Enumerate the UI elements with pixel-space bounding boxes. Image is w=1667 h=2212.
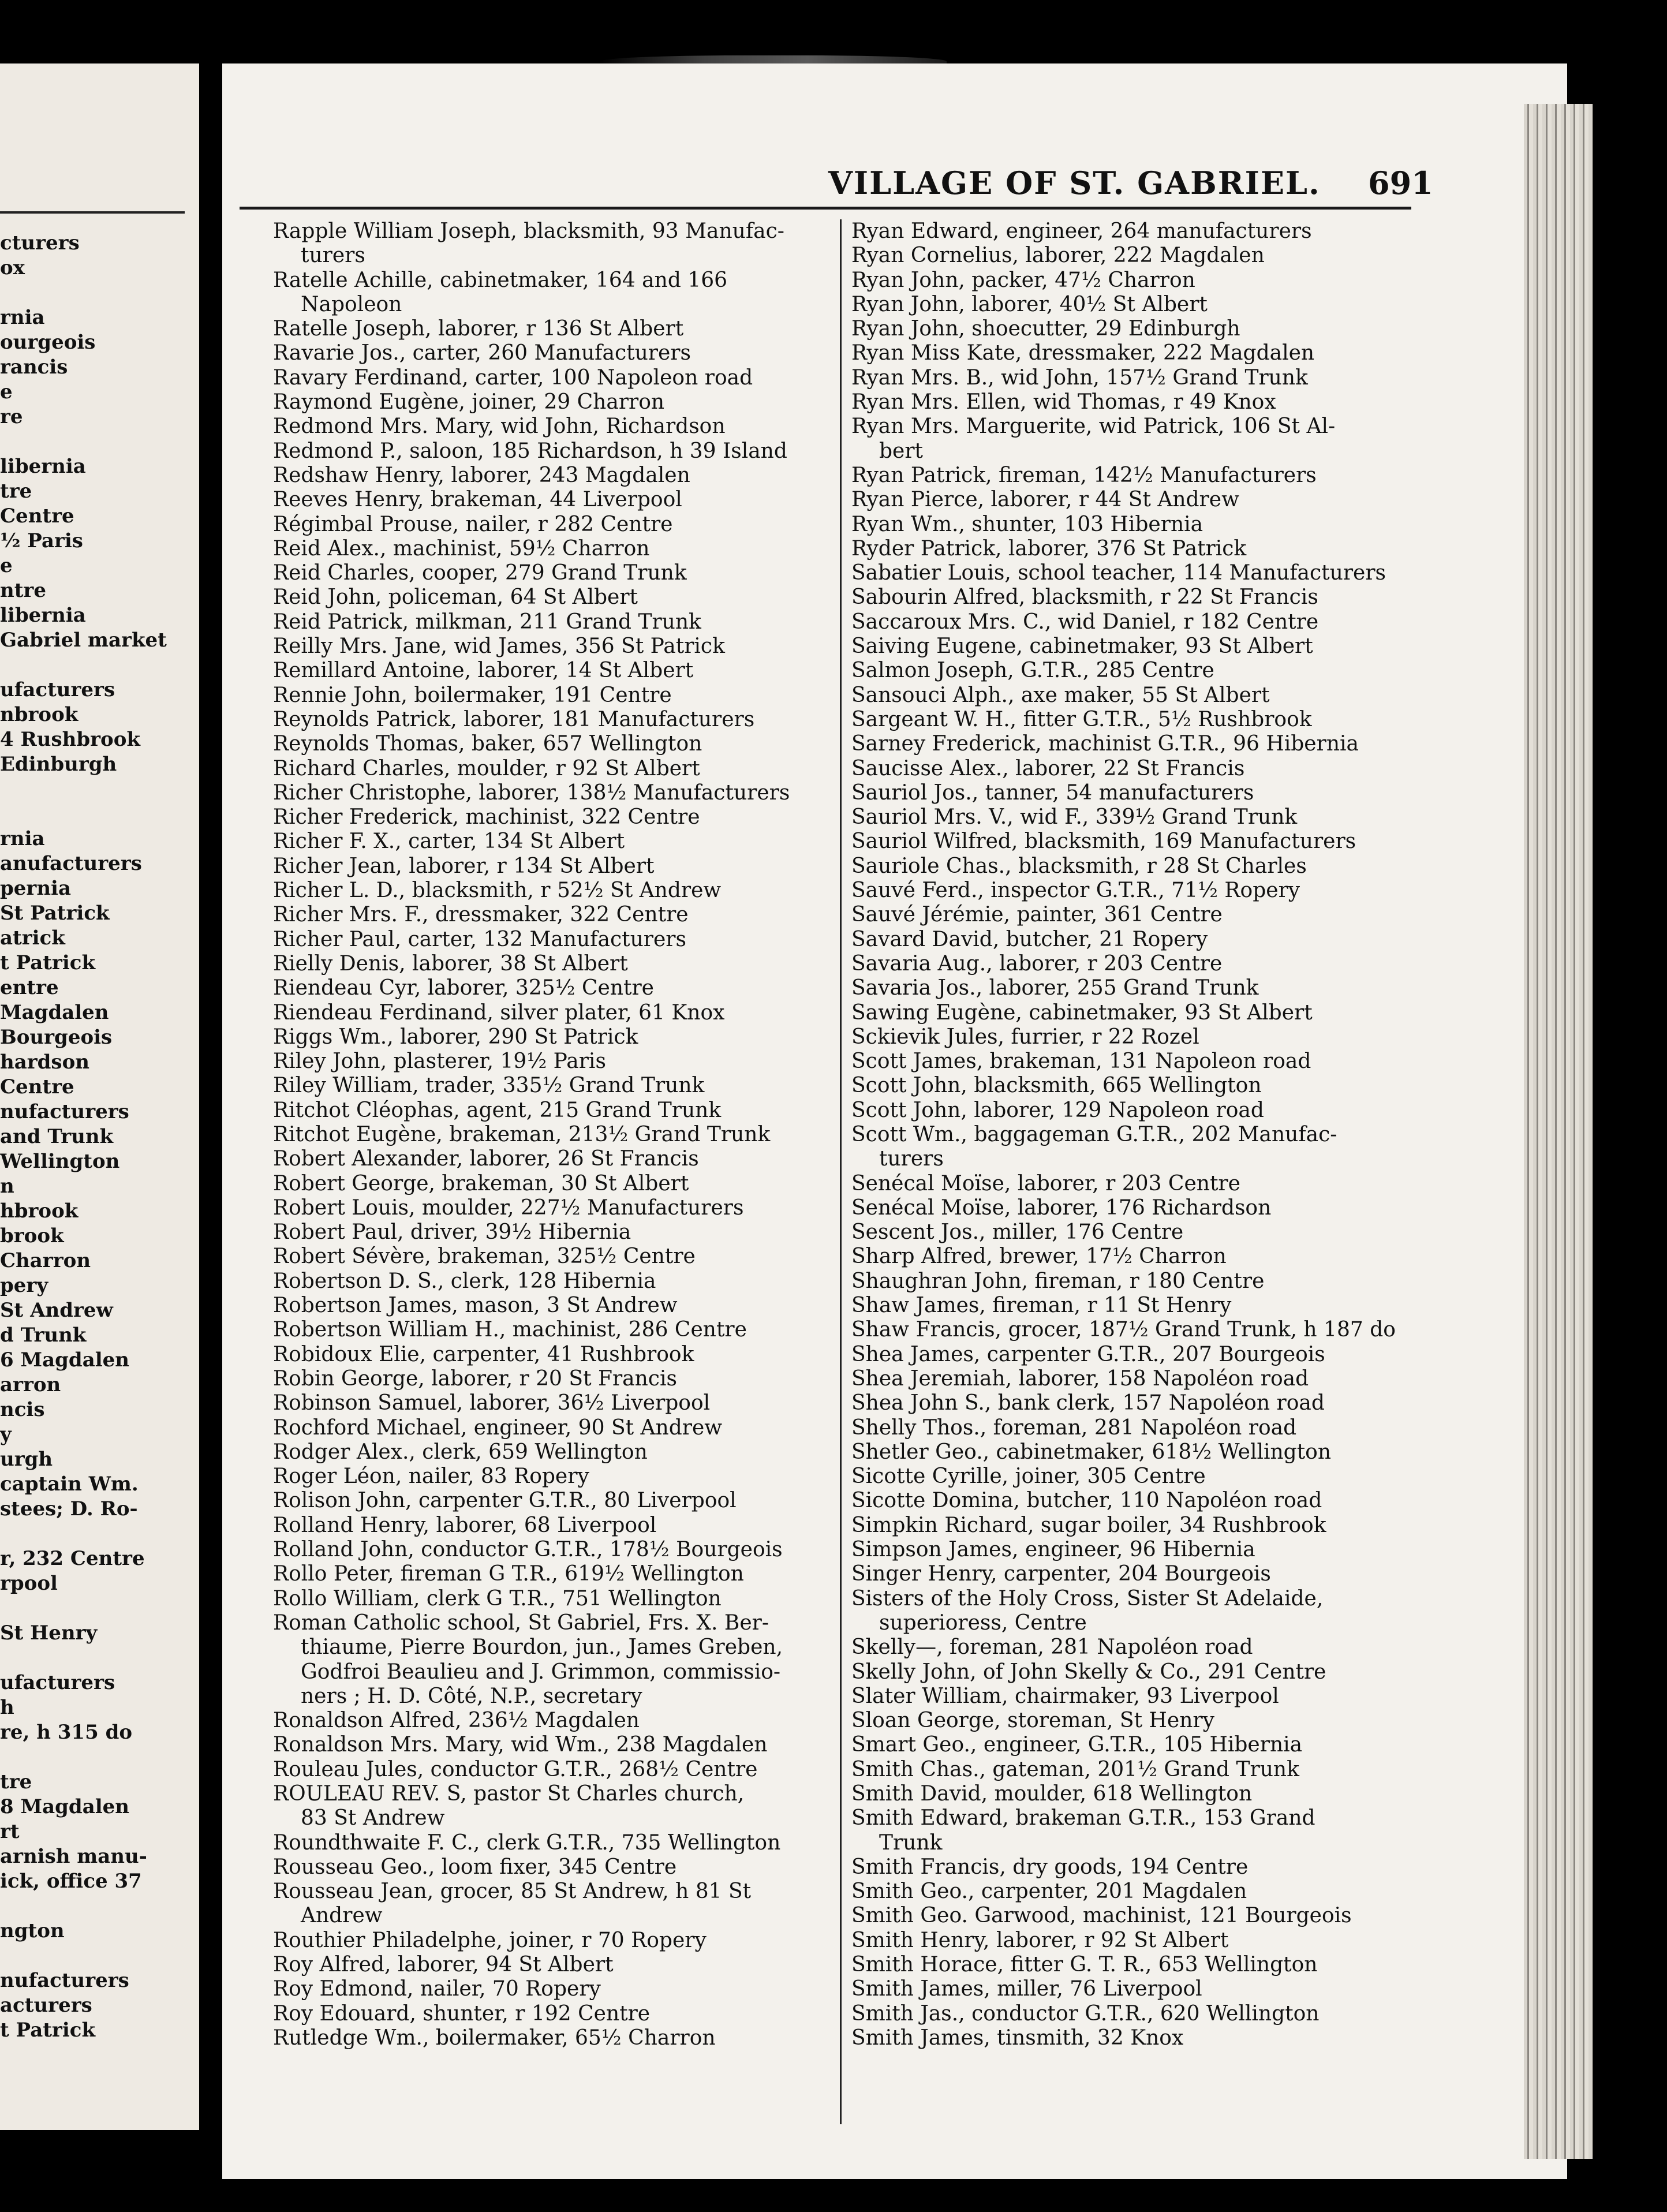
directory-entry-continuation: turers [879,1147,944,1171]
directory-entry-continuation: thiaume, Pierre Bourdon, jun., James Greben, [301,1635,783,1660]
directory-entry: Rielly Denis, laborer, 38 St Albert [273,951,628,976]
previous-page-line: ox [0,256,25,279]
previous-page-line [0,1894,199,1919]
directory-entry: Smith James, tinsmith, 32 Knox [851,2026,1184,2050]
previous-page-line: urgh [0,1448,53,1471]
directory-entry: Roy Edouard, shunter, r 192 Centre [273,2001,651,2026]
directory-entry: Saccaroux Mrs. C., wid Daniel, r 182 Centre [851,610,1319,634]
previous-page-line: rt [0,1820,20,1843]
previous-page-line: Wellington [0,1150,120,1173]
directory-entry: Ronaldson Alfred, 236½ Magdalen [273,1709,640,1733]
previous-page-line: ngton [0,1919,65,1942]
directory-entry: Ritchot Eugène, brakeman, 213½ Grand Trunk [273,1122,771,1146]
previous-page-line: y [0,1423,12,1446]
previous-page-line: pery [0,1274,48,1297]
previous-page-line [0,281,199,305]
directory-entry: Richer Paul, carter, 132 Manufacturers [273,927,686,951]
previous-page-line: entre [0,976,59,999]
directory-entry: Ratelle Joseph, laborer, r 136 St Albert [273,317,684,341]
directory-entry: Robert George, brakeman, 30 St Albert [273,1171,689,1195]
directory-entry: Ravary Ferdinand, carter, 100 Napoleon road [273,365,753,390]
directory-entry: Riggs Wm., laborer, 290 St Patrick [273,1025,638,1049]
directory-entry: Ryan Mrs. B., wid John, 157½ Grand Trunk [851,365,1308,390]
directory-entry: Routhier Philadelphe, joiner, r 70 Ropery [273,1928,707,1952]
previous-page-line: rpool [0,1572,58,1595]
directory-entry: Roger Léon, nailer, 83 Ropery [273,1464,589,1489]
previous-page-line: acturers [0,1994,92,2017]
directory-entry: Robertson D. S., clerk, 128 Hibernia [273,1269,656,1293]
previous-page-line: t Patrick [0,2019,96,2042]
directory-entry: Ryan Cornelius, laborer, 222 Magdalen [851,244,1265,268]
directory-entry: Sauriole Chas., blacksmith, r 28 St Charles [851,854,1307,878]
directory-entry: Smith Geo. Garwood, machinist, 121 Bourgeois [851,1904,1352,1928]
directory-entry: Robert Alexander, laborer, 26 St Francis [273,1147,699,1171]
previous-page-line [0,429,199,454]
directory-entry: Smith Chas., gateman, 201½ Grand Trunk [851,1757,1299,1781]
directory-entry: Robertson William H., machinist, 286 Centre [273,1318,747,1342]
previous-page-line: Bourgeois [0,1026,113,1049]
previous-page-line: rnia [0,306,45,329]
previous-page-line: tre [0,1770,32,1793]
directory-entry: Richer Frederick, machinist, 322 Centre [273,805,700,830]
directory-entry: Smith Francis, dry goods, 194 Centre [851,1855,1249,1879]
directory-entry: Sauvé Ferd., inspector G.T.R., 71½ Ropery [851,879,1300,903]
directory-entry: Simpson James, engineer, 96 Hibernia [851,1538,1255,1562]
directory-entry: Smith James, miller, 76 Liverpool [851,1977,1202,2001]
directory-entry: Shetler Geo., cabinetmaker, 618½ Wellington [851,1440,1332,1464]
directory-entry: Sicotte Domina, butcher, 110 Napoléon road [851,1489,1322,1513]
directory-entry-continuation: ners ; H. D. Côté, N.P., secretary [301,1684,642,1708]
directory-entry: Sloan George, storeman, St Henry [851,1709,1214,1733]
directory-entry: Ryder Patrick, laborer, 376 St Patrick [851,536,1247,561]
directory-page [222,63,1567,2179]
directory-entry: Smith Edward, brakeman G.T.R., 153 Grand [851,1806,1315,1830]
directory-entry-continuation: Trunk [879,1830,943,1855]
directory-entry: Sharp Alfred, brewer, 17½ Charron [851,1245,1227,1269]
directory-entry: Robert Paul, driver, 39½ Hibernia [273,1220,631,1245]
directory-entry: Raymond Eugène, joiner, 29 Charron [273,390,665,414]
directory-entry: Slater William, chairmaker, 93 Liverpool [851,1684,1279,1708]
directory-entry: Rollo Peter, fireman G T.R., 619½ Wellington [273,1562,744,1586]
directory-entry: Shea John S., bank clerk, 157 Napoléon road [851,1391,1325,1415]
directory-entry: Roy Edmond, nailer, 70 Ropery [273,1977,601,2001]
directory-entry: Shaw James, fireman, r 11 St Henry [851,1294,1232,1318]
previous-page-line: atrick [0,926,65,950]
directory-entry: Sisters of the Holy Cross, Sister St Adelaide, [851,1586,1324,1611]
directory-entry: Richer Christophe, laborer, 138½ Manufacturers [273,780,790,805]
previous-page-line: Centre [0,505,74,528]
directory-entry: Robinson Samuel, laborer, 36½ Liverpool [273,1391,711,1415]
directory-entry: Reid Patrick, milkman, 211 Grand Trunk [273,610,701,634]
directory-entry: Reilly Mrs. Jane, wid James, 356 St Patrick [273,634,725,659]
previous-page-rule [0,211,185,214]
directory-entry: Roy Alfred, laborer, 94 St Albert [273,1953,614,1977]
directory-entry-continuation: superioress, Centre [879,1611,1087,1635]
directory-entry: Skelly John, of John Skelly & Co., 291 Centre [851,1660,1326,1684]
directory-entry: Robertson James, mason, 3 St Andrew [273,1294,678,1318]
directory-entry: Sabatier Louis, school teacher, 114 Manufacturers [851,561,1386,585]
directory-entry-continuation: Napoleon [301,292,402,316]
directory-entry: Robidoux Elie, carpenter, 41 Rushbrook [273,1342,694,1366]
previous-page-line: captain Wm. [0,1473,139,1496]
directory-entry: Rollo William, clerk G T.R., 751 Wellington [273,1586,722,1611]
previous-page-line: ncis [0,1398,45,1421]
directory-entry: Savaria Aug., laborer, r 203 Centre [851,951,1223,976]
directory-entry: Shaw Francis, grocer, 187½ Grand Trunk, h 187 do [851,1318,1396,1342]
previous-page-line: cturers [0,231,80,255]
directory-entry: Ronaldson Mrs. Mary, wid Wm., 238 Magdalen [273,1733,768,1757]
directory-entry: Simpkin Richard, sugar boiler, 34 Rushbrook [851,1513,1326,1537]
directory-entry: Smith David, moulder, 618 Wellington [851,1782,1253,1806]
directory-entry: Rouleau Jules, conductor G.T.R., 268½ Centre [273,1757,758,1781]
directory-entry: Riendeau Cyr, laborer, 325½ Centre [273,976,654,1000]
directory-entry: Robert Louis, moulder, 227½ Manufacturers [273,1195,744,1220]
directory-entry: Sauriol Wilfred, blacksmith, 169 Manufacturers [851,830,1356,854]
previous-page-text [0,231,199,2043]
directory-entry: Riley John, plasterer, 19½ Paris [273,1049,606,1074]
page-title: VILLAGE OF ST. GABRIEL. [828,165,1321,201]
directory-entry-continuation: 83 St Andrew [301,1806,445,1830]
directory-entry: Shea James, carpenter G.T.R., 207 Bourgeois [851,1342,1325,1366]
directory-entry: Sansouci Alph., axe maker, 55 St Albert [851,683,1270,707]
previous-page-line: hbrook [0,1200,79,1223]
previous-page-line: re [0,405,23,428]
directory-entry: Rousseau Jean, grocer, 85 St Andrew, h 81 St [273,1880,752,1904]
directory-entry: Sauriol Mrs. V., wid F., 339½ Grand Trunk [851,805,1298,830]
previous-page-line: ick, office 37 [0,1870,142,1893]
directory-entry: Sabourin Alfred, blacksmith, r 22 St Francis [851,585,1318,610]
directory-entry: Redshaw Henry, laborer, 243 Magdalen [273,463,690,487]
book-page-edges [1524,104,1593,2159]
directory-entry: Smith Horace, fitter G. T. R., 653 Wellington [851,1953,1318,1977]
directory-entry: Rapple William Joseph, blacksmith, 93 Manufac- [273,219,784,243]
directory-entry: Scott Wm., baggageman G.T.R., 202 Manufac- [851,1122,1337,1146]
directory-entry: Reid Charles, cooper, 279 Grand Trunk [273,561,687,585]
previous-page-line: ntre [0,579,46,602]
previous-page-line: and Trunk [0,1125,114,1148]
previous-page-line: 4 Rushbrook [0,728,140,751]
previous-page-line: ourgeois [0,331,96,354]
directory-entry: Sawing Eugène, cabinetmaker, 93 St Albert [851,1000,1313,1025]
directory-entry-continuation: Godfroi Beaulieu and J. Grimmon, commissio- [301,1660,781,1684]
previous-page-line: e [0,380,13,403]
previous-page-line: ufacturers [0,678,115,701]
directory-entry: Savard David, butcher, 21 Ropery [851,927,1208,951]
directory-entry: Sckievik Jules, furrier, r 22 Rozel [851,1025,1199,1049]
directory-entry: Rennie John, boilermaker, 191 Centre [273,683,672,707]
previous-page-line: r, 232 Centre [0,1547,145,1570]
directory-entry: Riendeau Ferdinand, silver plater, 61 Knox [273,1000,725,1025]
previous-page-line: arnish manu- [0,1845,147,1868]
previous-page-line: h [0,1696,14,1719]
directory-entry: Rochford Michael, engineer, 90 St Andrew [273,1415,723,1440]
header-rule [240,207,1411,210]
directory-entry: Singer Henry, carpenter, 204 Bourgeois [851,1562,1271,1586]
previous-page-line: hardson [0,1051,89,1074]
previous-page-line: stees; D. Ro- [0,1497,138,1520]
previous-page-line: n [0,1175,14,1198]
previous-page-line: libernia [0,604,86,627]
previous-page-line: ½ Paris [0,529,83,552]
previous-page-line: rnia [0,827,45,850]
previous-page-fragment [0,63,199,2130]
previous-page-line: pernia [0,877,71,900]
directory-column-right [851,219,1434,2050]
directory-entry: Rolland Henry, laborer, 68 Liverpool [273,1513,657,1537]
directory-entry: Rolland John, conductor G.T.R., 178½ Bourgeois [273,1538,783,1562]
directory-entry: Reeves Henry, brakeman, 44 Liverpool [273,488,682,512]
directory-entry: Ryan John, packer, 47½ Charron [851,268,1195,292]
directory-entry: Roman Catholic school, St Gabriel, Frs. X. Ber- [273,1611,769,1635]
previous-page-line [0,1944,199,1968]
directory-entry: Rousseau Geo., loom fixer, 345 Centre [273,1855,677,1879]
directory-entry-continuation: turers [301,244,365,268]
directory-entry: Scott John, blacksmith, 665 Wellington [851,1074,1262,1098]
directory-entry-continuation: Andrew [301,1904,383,1928]
previous-page-line: St Henry [0,1621,98,1645]
directory-entry: Ryan Mrs. Ellen, wid Thomas, r 49 Knox [851,390,1276,414]
directory-entry: Savaria Jos., laborer, 255 Grand Trunk [851,976,1259,1000]
directory-entry: Reynolds Patrick, laborer, 181 Manufacturers [273,707,755,731]
directory-entry: Régimbal Prouse, nailer, r 282 Centre [273,512,673,536]
directory-entry: Sarney Frederick, machinist G.T.R., 96 Hibernia [851,732,1359,756]
directory-entry: Robin George, laborer, r 20 St Francis [273,1366,677,1391]
previous-page-line: arron [0,1373,61,1396]
previous-page-line: brook [0,1224,64,1247]
directory-entry: Senécal Moïse, laborer, r 203 Centre [851,1171,1240,1195]
previous-page-line [0,653,199,678]
previous-page-line [0,777,199,802]
directory-entry: Ryan Mrs. Marguerite, wid Patrick, 106 St Al- [851,414,1336,439]
previous-page-line: tre [0,480,32,503]
directory-entry: Scott James, brakeman, 131 Napoleon road [851,1049,1311,1074]
previous-page-line: Magdalen [0,1001,109,1024]
directory-entry: Robert Sévère, brakeman, 325½ Centre [273,1245,696,1269]
directory-entry: Redmond P., saloon, 185 Richardson, h 39 Island [273,439,787,463]
directory-entry: Reid John, policeman, 64 St Albert [273,585,638,610]
directory-entry: Ryan Miss Kate, dressmaker, 222 Magdalen [851,341,1315,365]
previous-page-line: St Patrick [0,902,110,925]
previous-page-line: libernia [0,455,86,478]
directory-column-left [273,219,833,2050]
previous-page-line: St Andrew [0,1299,113,1322]
directory-entry: Rolison John, carpenter G.T.R., 80 Liverpool [273,1489,737,1513]
previous-page-line: re, h 315 do [0,1721,133,1744]
directory-entry: Richer Jean, laborer, r 134 St Albert [273,854,655,878]
directory-entry: Richer L. D., blacksmith, r 52½ St Andrew [273,879,722,903]
directory-entry: Redmond Mrs. Mary, wid John, Richardson [273,414,726,439]
directory-entry: Roundthwaite F. C., clerk G.T.R., 735 Wellington [273,1830,781,1855]
directory-entry: Ritchot Cléophas, agent, 215 Grand Trunk [273,1098,722,1122]
previous-page-line [0,1646,199,1671]
previous-page-line: e [0,554,13,577]
directory-entry: Ravarie Jos., carter, 260 Manufacturers [273,341,691,365]
directory-entry: Ryan John, shoecutter, 29 Edinburgh [851,317,1240,341]
previous-page-line: Centre [0,1075,74,1098]
previous-page-line: nufacturers [0,1969,129,1992]
directory-entry: Ratelle Achille, cabinetmaker, 164 and 166 [273,268,728,292]
previous-page-line: d Trunk [0,1324,87,1347]
directory-entry: Scott John, laborer, 129 Napoleon road [851,1098,1264,1122]
previous-page-line [0,1596,199,1621]
directory-entry: Richer Mrs. F., dressmaker, 322 Centre [273,903,689,927]
directory-entry: Smart Geo., engineer, G.T.R., 105 Hibernia [851,1733,1303,1757]
directory-entry-continuation: bert [879,439,924,463]
directory-entry: Skelly—, foreman, 281 Napoléon road [851,1635,1253,1660]
directory-entry: Ryan Patrick, fireman, 142½ Manufacturers [851,463,1317,487]
directory-entry: Smith Henry, laborer, r 92 St Albert [851,1928,1229,1952]
directory-entry: Rutledge Wm., boilermaker, 65½ Charron [273,2026,716,2050]
directory-entry: Rodger Alex., clerk, 659 Wellington [273,1440,648,1464]
directory-entry: Shaughran John, fireman, r 180 Centre [851,1269,1265,1293]
directory-entry: Shea Jeremiah, laborer, 158 Napoléon road [851,1366,1309,1391]
directory-entry: Ryan John, laborer, 40½ St Albert [851,292,1208,316]
previous-page-line: Edinburgh [0,753,117,776]
directory-entry: Richer F. X., carter, 134 St Albert [273,830,625,854]
directory-entry: Sicotte Cyrille, joiner, 305 Centre [851,1464,1206,1489]
previous-page-line: Charron [0,1249,91,1272]
directory-entry: Reid Alex., machinist, 59½ Charron [273,536,650,561]
directory-entry: Sauriol Jos., tanner, 54 manufacturers [851,780,1254,805]
previous-page-line [0,1522,199,1546]
previous-page-line: ufacturers [0,1671,115,1694]
directory-entry: Smith Jas., conductor G.T.R., 620 Wellington [851,2001,1320,2026]
previous-page-line: nbrook [0,703,79,726]
directory-entry: Ryan Pierce, laborer, r 44 St Andrew [851,488,1239,512]
page-number: 691 [1368,165,1433,201]
previous-page-line: 8 Magdalen [0,1795,130,1818]
directory-entry: Salmon Joseph, G.T.R., 285 Centre [851,659,1214,683]
previous-page-line [0,1745,199,1770]
previous-page-line: nufacturers [0,1100,129,1123]
directory-entry: Sescent Jos., miller, 176 Centre [851,1220,1184,1245]
directory-entry: Richard Charles, moulder, r 92 St Albert [273,756,700,780]
directory-entry: Ryan Wm., shunter, 103 Hibernia [851,512,1203,536]
directory-entry: Saucisse Alex., laborer, 22 St Francis [851,756,1245,780]
page-header [222,165,1567,205]
directory-entry: Senécal Moïse, laborer, 176 Richardson [851,1195,1272,1220]
directory-entry: Shelly Thos., foreman, 281 Napoléon road [851,1415,1297,1440]
directory-entry: Sauvé Jérémie, painter, 361 Centre [851,903,1223,927]
column-divider [840,219,842,2124]
previous-page-line: t Patrick [0,951,96,974]
directory-entry: Ryan Edward, engineer, 264 manufacturers [851,219,1312,243]
directory-entry: Sargeant W. H., fitter G.T.R., 5½ Rushbrook [851,707,1312,731]
directory-entry: Smith Geo., carpenter, 201 Magdalen [851,1880,1247,1904]
previous-page-line: anufacturers [0,852,142,875]
previous-page-line: Gabriel market [0,629,167,652]
previous-page-line [0,802,199,827]
directory-entry: Riley William, trader, 335½ Grand Trunk [273,1074,705,1098]
directory-entry: Remillard Antoine, laborer, 14 St Albert [273,659,694,683]
directory-entry: Saiving Eugene, cabinetmaker, 93 St Albert [851,634,1313,659]
directory-entry: Reynolds Thomas, baker, 657 Wellington [273,732,702,756]
previous-page-line: rancis [0,356,68,379]
previous-page-line: 6 Magdalen [0,1348,130,1372]
directory-entry: ROULEAU REV. S, pastor St Charles church, [273,1782,745,1806]
